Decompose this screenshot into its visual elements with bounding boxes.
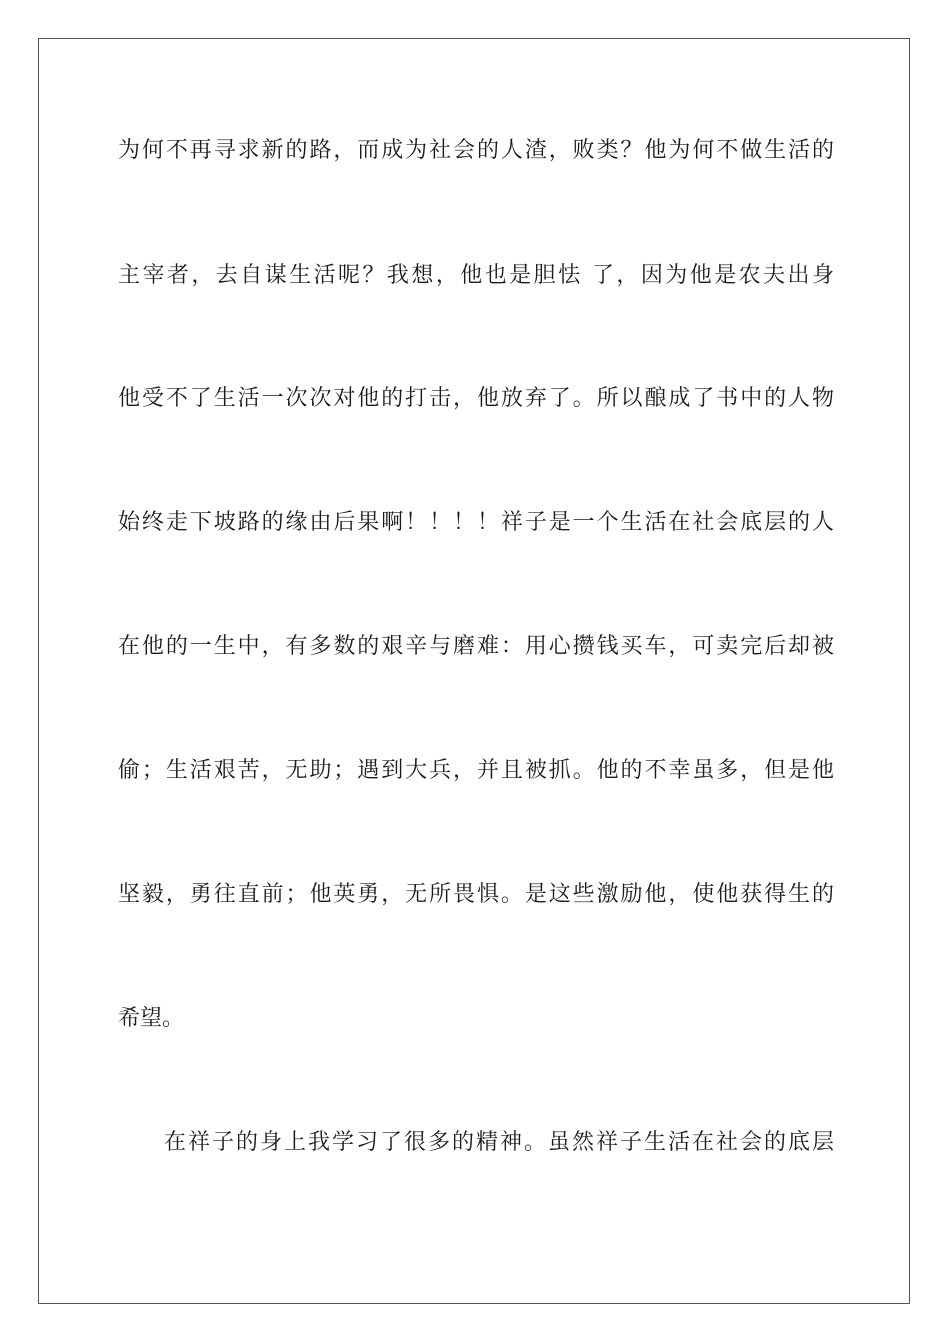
paragraph-line-3: 他受不了生活一次次对他的打击，他放弃了。所以酿成了书中的人物 (118, 386, 834, 411)
page-border (38, 38, 910, 1304)
paragraph-line-9: 在祥子的身上我学习了很多的精神。虽然祥子生活在社会的底层 (164, 1130, 834, 1155)
paragraph-line-1: 为何不再寻求新的路，而成为社会的人渣，败类？他为何不做生活的 (118, 138, 834, 163)
paragraph-line-4: 始终走下坡路的缘由后果啊！！！！祥子是一个生活在社会底层的人 (118, 510, 834, 535)
paragraph-line-6: 偷；生活艰苦，无助；遇到大兵，并且被抓。他的不幸虽多，但是他 (118, 758, 834, 783)
paragraph-line-5: 在他的一生中，有多数的艰辛与磨难：用心攒钱买车，可卖完后却被 (118, 634, 834, 659)
paragraph-line-8: 希望。 (118, 1006, 185, 1031)
paragraph-line-2: 主宰者，去自谋生活呢？我想，他也是胆怯 了，因为他是农夫出身 (118, 263, 834, 288)
paragraph-line-7: 坚毅，勇往直前；他英勇，无所畏惧。是这些激励他，使他获得生的 (118, 882, 834, 907)
